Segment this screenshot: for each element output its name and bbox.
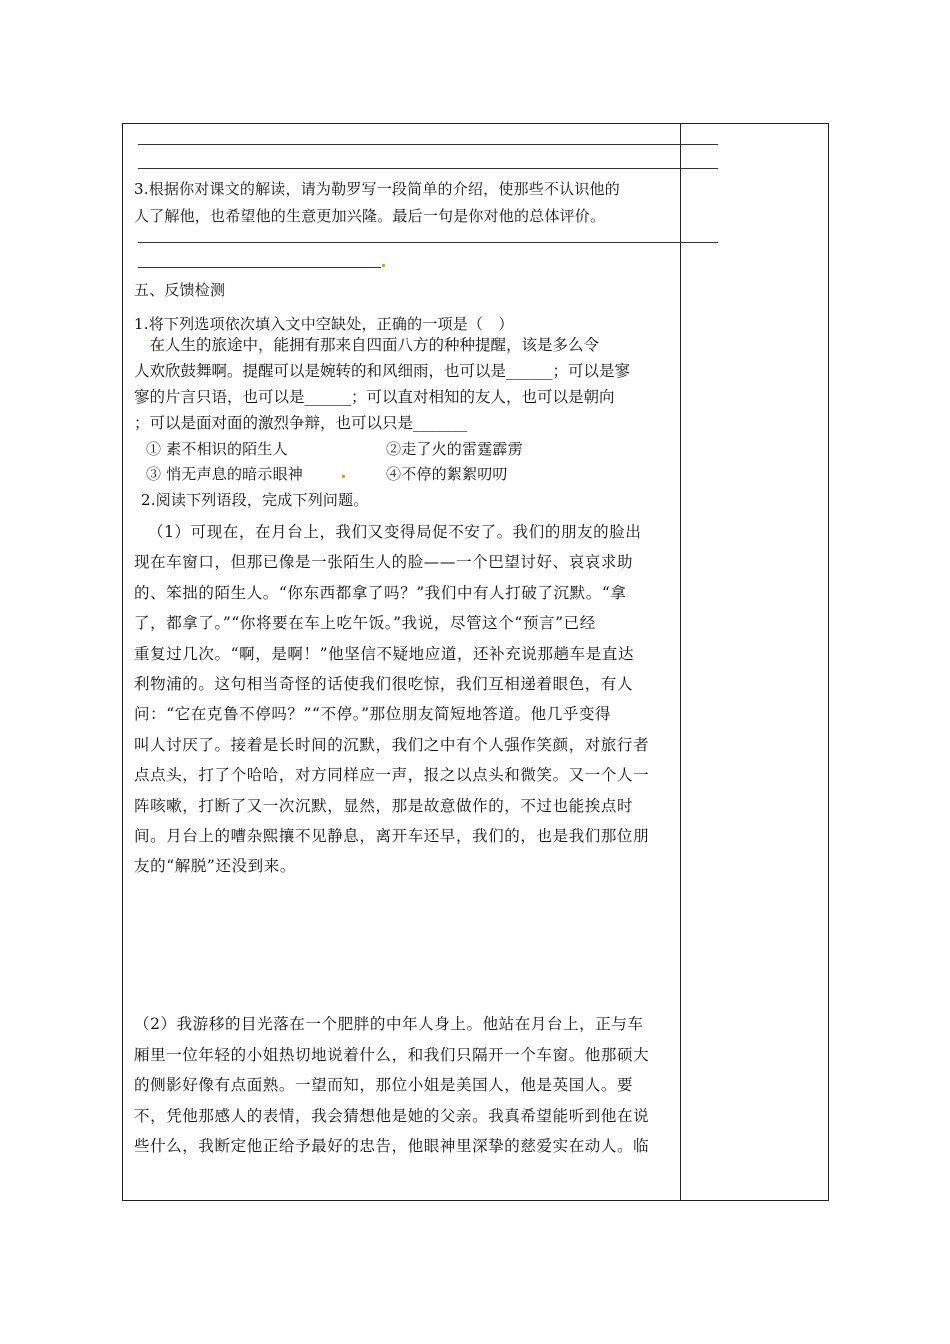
answer-line: [138, 168, 680, 169]
section-5-title: 五、反馈检测: [134, 281, 226, 299]
paragraph-line: （1）可现在，在月台上，我们又变得局促不安了。我们的朋友的脸出: [148, 523, 642, 541]
reading-paragraph-2: [134, 1009, 674, 1162]
passage-line: 在人生的旅途中，能拥有那来自四面八方的种种提醒，该是多么令: [134, 336, 600, 354]
paragraph-line: 问：“它在克鲁不停吗？”“不停。”那位朋友简短地答道。他几乎变得: [134, 705, 612, 724]
paragraph-line: 的侧影好像有点面熟。一望而知，那位小姐是美国人，他是英国人。要: [134, 1076, 634, 1095]
mark-dot: [382, 264, 385, 267]
passage-line: 寥的片言只语，也可以是______；可以直对相知的友人，也可以是朝向: [134, 388, 615, 406]
passage-line: ；可以是面对面的激烈争辩，也可以只是_______: [134, 414, 468, 432]
paragraph-line: 友的“解脱”还没到来。: [134, 857, 296, 876]
answer-line-extension: [680, 144, 718, 145]
paragraph-line: 利物浦的。这句相当奇怪的话使我们很吃惊，我们互相递着眼色，有人: [134, 675, 634, 694]
paragraph-line: 重复过几次。“啊，是啊！”他坚信不疑地应道，还补充说那趟车是直达: [134, 644, 635, 663]
paragraph-line: 厢里一位年轻的小姐热切地说着什么，和我们只隔开一个车窗。他那硕大: [134, 1045, 650, 1064]
reading-paragraph-1: [134, 517, 674, 882]
paragraph-line: 间。月台上的嘈杂熙攘不见静息，离开车还早，我们的，也是我们那位朋: [134, 827, 650, 846]
paragraph-line: （2）我游移的目光落在一个肥胖的中年人身上。他站在月台上，正与车: [134, 1015, 644, 1033]
question-1-passage: [134, 332, 674, 436]
paragraph-line: 不，凭他那感人的表情，我会猜想他是她的父亲。我真希望能听到他在说: [134, 1106, 650, 1125]
question-3-line-1: 3.根据你对课文的解读，请为勒罗写一段简单的介绍，使那些不认识他的: [134, 180, 620, 198]
paragraph-line: 现在车窗口，但那已像是一张陌生人的脸——一个巴望讨好、哀哀求助: [134, 553, 634, 572]
answer-line: [138, 144, 680, 145]
paragraph-line: 了，都拿了。”“你将要在车上吃午饭。”我说，尽管这个“预言”已经: [134, 614, 596, 633]
paragraph-line: 叫人讨厌了。接着是长时间的沉默，我们之中有个人强作笑颜，对旅行者: [134, 735, 650, 754]
answer-line-extension: [680, 168, 718, 169]
question-3-line-2: 人了解他，也希望他的生意更加兴隆。最后一句是你对他的总体评价。: [134, 207, 606, 225]
option-1: ① 素不相识的陌生人: [146, 440, 288, 458]
passage-line: 人欢欣鼓舞啊。提醒可以是婉转的和风细雨，也可以是______；可以是寥: [134, 362, 631, 380]
paragraph-line: 阵咳嗽，打断了又一次沉默，显然，那是故意做作的，不过也能挨点时: [134, 796, 634, 815]
option-4: ④不停的絮絮叨叨: [386, 465, 508, 483]
question-2-stem: 2.阅读下列语段，完成下列问题。: [141, 491, 369, 509]
paragraph-line: 点点头，打了个哈哈，对方同样应一声，报之以点头和微笑。又一个人一: [134, 766, 650, 785]
answer-line: [138, 242, 680, 243]
paragraph-line: 的、笨拙的陌生人。“你东西都拿了吗？”我们中有人打破了沉默。“拿: [134, 583, 627, 602]
paragraph-line: 些什么，我断定他正给予最好的忠告，他眼神里深挚的慈爱实在动人。临: [134, 1137, 650, 1156]
mark-dot: [342, 475, 345, 478]
question-1-stem: 1.将下列选项依次填入文中空缺处，正确的一项是（ ）: [134, 315, 514, 333]
option-3: ③ 悄无声息的暗示眼神: [146, 465, 303, 483]
answer-line-short: [138, 267, 381, 268]
column-divider: [680, 123, 681, 1201]
option-2: ②走了火的雷霆霹雳: [386, 440, 523, 458]
answer-line-extension: [680, 242, 718, 243]
